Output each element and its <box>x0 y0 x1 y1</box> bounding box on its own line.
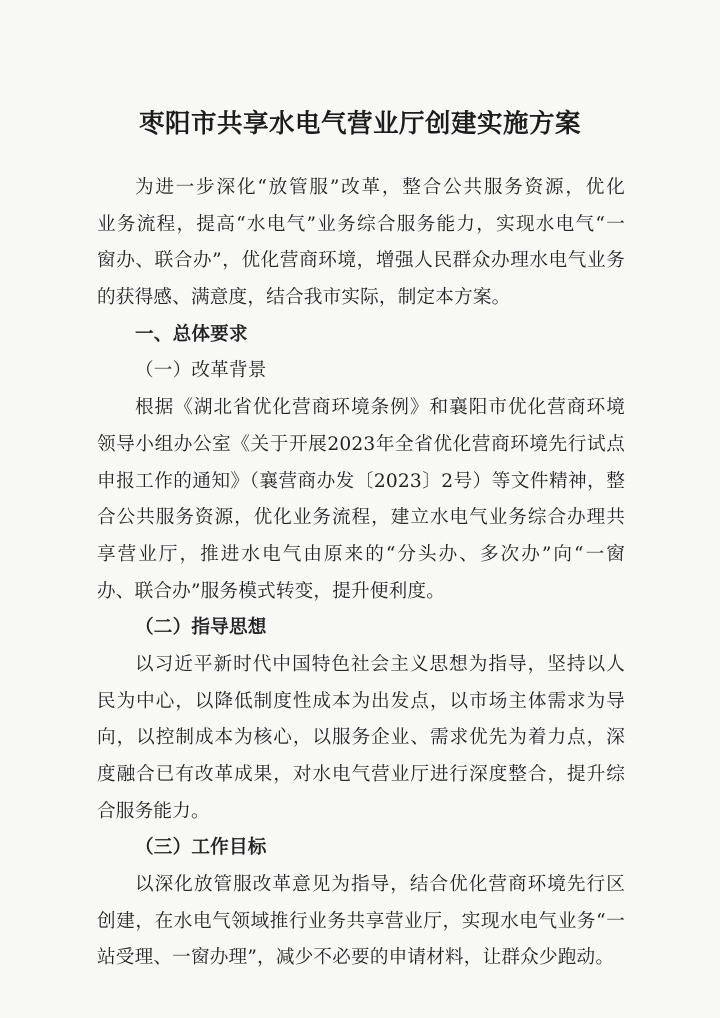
paragraph-line: 度融合已有改革成果，对水电气营业厅进行深度整合，提升综 <box>97 764 625 785</box>
paragraph-line: 创建，在水电气领域推行业务共享营业厅，实现水电气业务“一 <box>97 910 625 932</box>
paragraph-line: 站受理、一窗办理”，减少不必要的申请材料，让群众少跑动。 <box>97 947 615 969</box>
subsection-heading: （二）指导思想 <box>135 617 267 639</box>
paragraph-line: 以深化放管服改革意见为指导，结合优化营商环境先行区 <box>135 874 625 896</box>
paragraph-line: 享营业厅，推进水电气由原来的“分头办、多次办”向“一窗 <box>97 543 625 565</box>
paragraph-line: 民为中心，以降低制度性成本为出发点，以市场主体需求为导 <box>97 690 625 712</box>
paragraph-line: 申报工作的通知》（襄营商办发〔2023〕2号）等文件精神，整 <box>97 470 625 492</box>
paragraph-line: 合服务能力。 <box>97 800 210 822</box>
paragraph-line: 以习近平新时代中国特色社会主义思想为指导，坚持以人 <box>135 653 625 675</box>
subsection-heading: （三）工作目标 <box>135 837 267 859</box>
document-body <box>97 170 625 977</box>
paragraph-line: 办、联合办”服务模式转变，提升便利度。 <box>97 580 445 602</box>
section-heading: 一、总体要求 <box>135 323 248 345</box>
paragraph-line: 合公共服务资源，优化业务流程，建立水电气业务综合办理共 <box>97 507 625 529</box>
intro-line: 窗办、联合办”，优化营商环境，增强人民群众办理水电气业务 <box>97 250 625 272</box>
document-title: 枣阳市共享水电气营业厅创建实施方案 <box>138 109 581 139</box>
paragraph-line: 根据《湖北省优化营商环境条例》和襄阳市优化营商环境 <box>135 397 625 419</box>
intro-line: 为进一步深化“放管服”改革，整合公共服务资源，优化 <box>135 177 625 198</box>
paragraph-line: 向，以控制成本为核心，以服务企业、需求优先为着力点，深 <box>97 727 625 749</box>
intro-line: 业务流程，提高“水电气”业务综合服务能力，实现水电气“一 <box>97 213 625 235</box>
paragraph-line: 领导小组办公室《关于开展2023年全省优化营商环境先行试点 <box>97 433 625 455</box>
subsection-heading: （一）改革背景 <box>135 360 267 382</box>
intro-line: 的获得感、满意度，结合我市实际，制定本方案。 <box>97 287 511 309</box>
